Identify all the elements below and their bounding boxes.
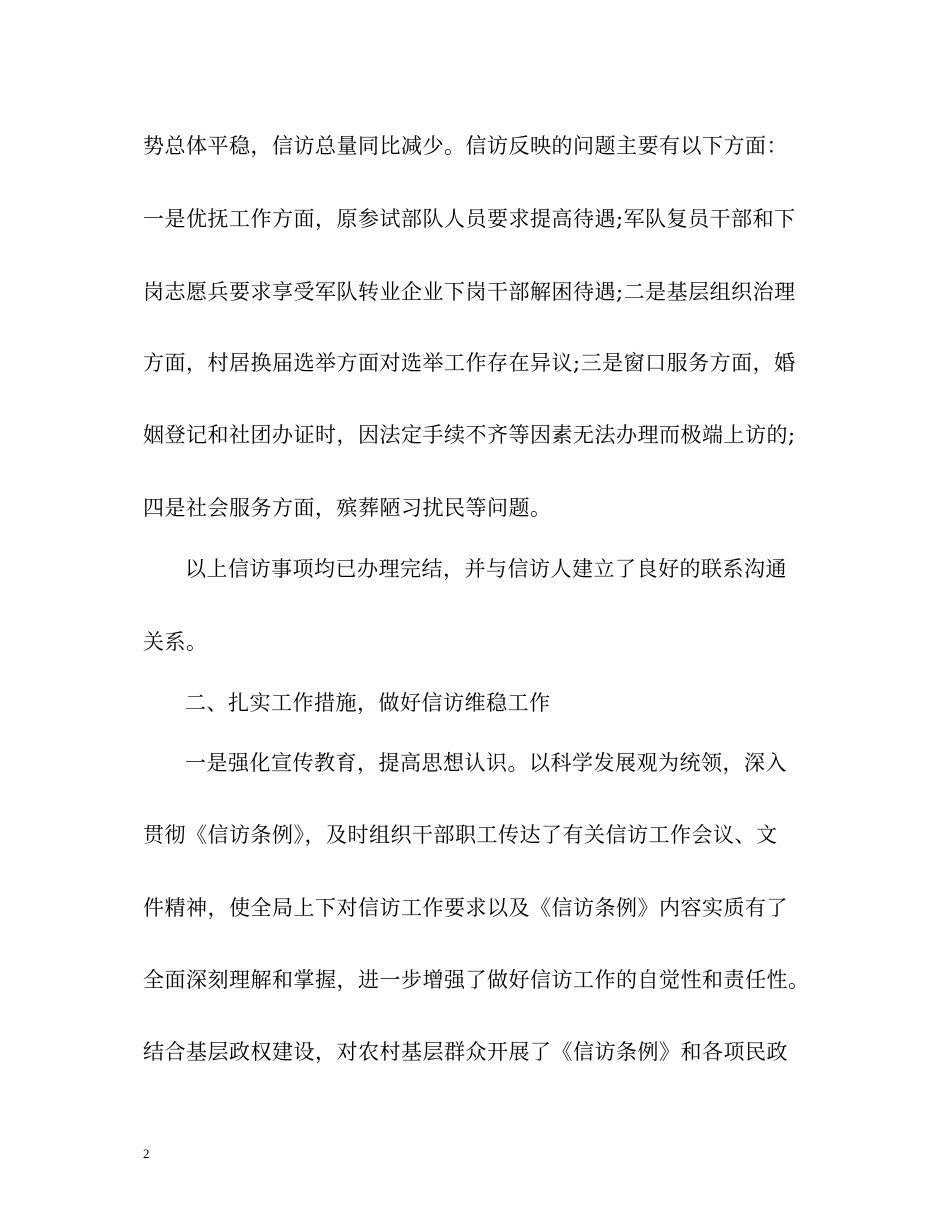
- body-text-line: 贯彻《信访条例》，及时组织干部职工传达了有关信访工作会议、文: [143, 823, 778, 847]
- body-text-line: 一是优抚工作方面，原参试部队人员要求提高待遇;军队复员干部和下: [143, 207, 796, 231]
- body-text-line: 姻登记和社团办证时，因法定手续不齐等因素无法办理而极端上访的;: [143, 423, 796, 447]
- body-text-line: 岗志愿兵要求享受军队转业企业下岗干部解困待遇;二是基层组织治理: [143, 280, 796, 304]
- body-text-line: 一是强化宣传教育，提高思想认识。以科学发展观为统领，深入: [185, 751, 787, 775]
- body-text-line: 以上信访事项均已办理完结，并与信访人建立了良好的联系沟通: [185, 557, 787, 581]
- page-number: 2: [143, 1146, 150, 1161]
- body-text-line: 方面，村居换届选举方面对选举工作存在异议;三是窗口服务方面，婚: [143, 351, 796, 375]
- body-text-line: 件精神，使全局上下对信访工作要求以及《信访条例》内容实质有了: [143, 896, 788, 920]
- section-heading: 二、扎实工作措施，做好信访维稳工作: [185, 691, 551, 715]
- body-text-line: 关系。: [143, 630, 208, 654]
- body-text-line: 结合基层政权建设，对农村基层群众开展了《信访条例》和各项民政: [143, 1040, 788, 1064]
- body-text-line: 全面深刻理解和掌握，进一步增强了做好信访工作的自觉性和责任性。: [143, 968, 810, 992]
- body-text-line: 四是社会服务方面，殡葬陋习扰民等问题。: [143, 496, 552, 520]
- body-text-line: 势总体平稳，信访总量同比减少。信访反映的问题主要有以下方面：: [143, 134, 788, 158]
